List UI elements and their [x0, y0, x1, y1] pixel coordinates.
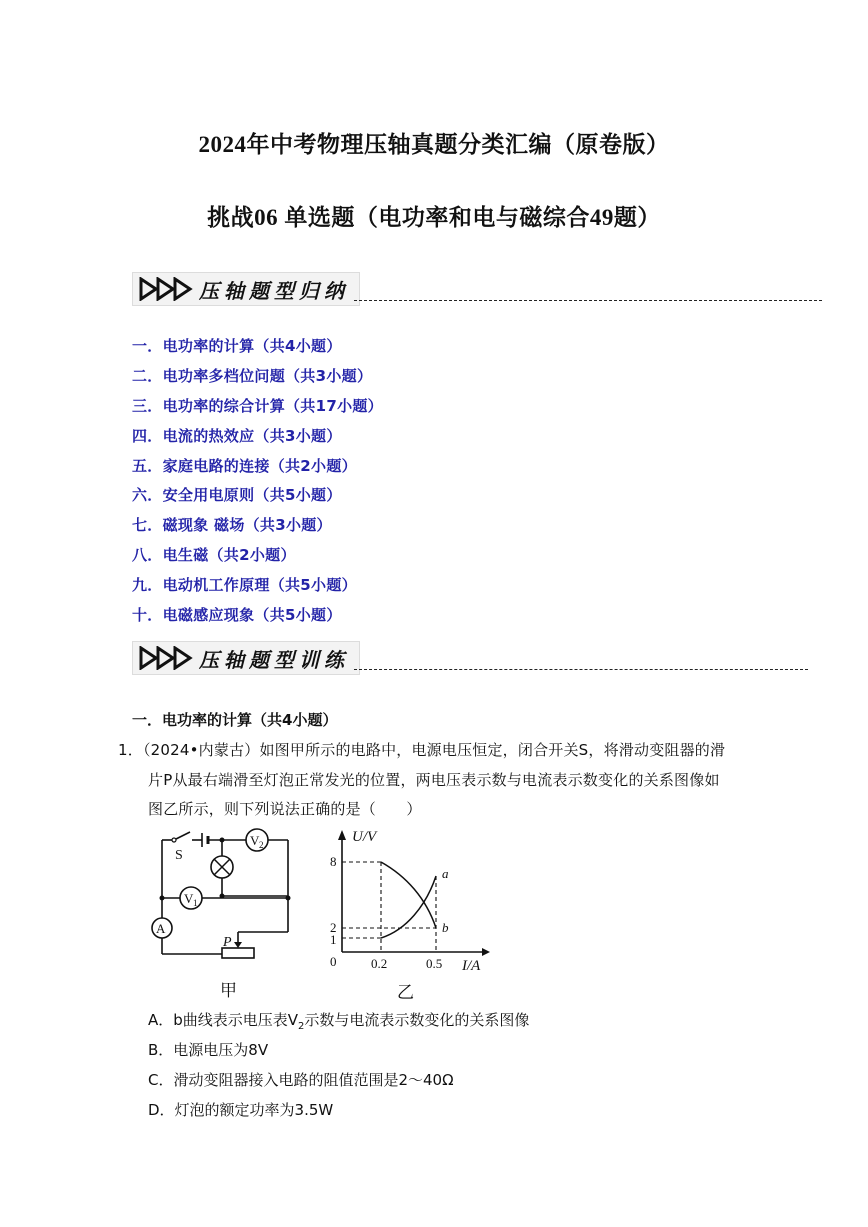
- circuit-caption: 甲: [220, 981, 237, 1001]
- toc-item[interactable]: 六．安全用电原则（共5小题）: [132, 486, 342, 504]
- toc-item[interactable]: 七．磁现象 磁场（共3小题）: [132, 516, 332, 534]
- uv-graph: [326, 826, 496, 976]
- slider-arrow-icon: [234, 942, 242, 948]
- ammeter-icon: [152, 918, 172, 938]
- document-subtitle: 挑战06 单选题（电功率和电与磁综合49题）: [207, 205, 661, 230]
- summary-banner-box: [132, 272, 360, 306]
- toc-item[interactable]: 三．电功率的综合计算（共17小题）: [132, 397, 383, 415]
- option-a-text-end: 示数与电流表示数变化的关系图像: [304, 1011, 530, 1029]
- x-axis-label: I/A: [462, 958, 481, 974]
- graph-caption: 乙: [397, 983, 414, 1003]
- v1-label: V: [184, 891, 194, 906]
- ammeter-label: A: [156, 921, 166, 936]
- lamp-icon: [211, 856, 233, 878]
- question-text-line: 片P从最右端滑至灯泡正常发光的位置，两电压表示数与电流表示数变化的关系图像如: [148, 771, 720, 789]
- switch-label: S: [175, 848, 183, 863]
- v2-label: V: [250, 833, 260, 848]
- v1-subscript: 1: [193, 898, 198, 908]
- y-axis-label: U/V: [352, 829, 377, 845]
- triple-triangle-icon: [139, 646, 193, 670]
- section-heading: 一．电功率的计算（共4小题）: [132, 711, 338, 729]
- option-c[interactable]: C．滑动变阻器接入电路的阻值范围是2～40Ω: [148, 1071, 454, 1089]
- voltmeter-v1-icon: [180, 887, 202, 909]
- option-a[interactable]: [148, 1009, 529, 1032]
- question-text-line: 图乙所示，则下列说法正确的是（ ）: [148, 800, 422, 818]
- circuit-diagram: [140, 826, 310, 971]
- banner-divider: [354, 300, 822, 301]
- x-tick-label: 0.5: [426, 956, 443, 971]
- y-tick-label: 1: [330, 932, 337, 947]
- banner-divider: [354, 669, 808, 670]
- question-text-line: 1．（2024•内蒙古）如图甲所示的电路中，电源电压恒定，闭合开关S，将滑动变阻器的滑: [118, 741, 726, 759]
- curve-a: [381, 876, 436, 938]
- y-axis-arrow-icon: [338, 830, 346, 840]
- toc-item[interactable]: 二．电功率多档位问题（共3小题）: [132, 367, 373, 385]
- toc-item[interactable]: 九．电动机工作原理（共5小题）: [132, 576, 357, 594]
- document-title: 2024年中考物理压轴真题分类汇编（原卷版）: [198, 132, 670, 157]
- v2-subscript: 2: [259, 840, 264, 850]
- option-a-text: A．b曲线表示电压表V: [148, 1011, 299, 1029]
- practice-banner: [132, 641, 808, 677]
- y-tick-label: 8: [330, 854, 337, 869]
- curve-b-label: b: [442, 920, 449, 935]
- option-d[interactable]: D．灯泡的额定功率为3.5W: [148, 1101, 334, 1119]
- slider-label: P: [223, 935, 232, 950]
- toc-item[interactable]: 八．电生磁（共2小题）: [132, 546, 296, 564]
- summary-banner: [132, 272, 822, 308]
- toc-item[interactable]: 一．电功率的计算（共4小题）: [132, 337, 342, 355]
- practice-banner-label: 压轴题型训练: [199, 647, 349, 672]
- y-tick-label: 2: [330, 920, 337, 935]
- toc-item[interactable]: 五．家庭电路的连接（共2小题）: [132, 457, 357, 475]
- triple-triangle-icon: [139, 277, 193, 301]
- x-axis-arrow-icon: [482, 948, 490, 956]
- option-b[interactable]: B．电源电压为8V: [148, 1041, 269, 1059]
- summary-banner-label: 压轴题型归纳: [199, 278, 349, 303]
- toc-item[interactable]: 四．电流的热效应（共3小题）: [132, 427, 342, 445]
- origin-label: 0: [330, 954, 337, 969]
- curve-a-label: a: [442, 866, 449, 881]
- toc-item[interactable]: 十．电磁感应现象（共5小题）: [132, 606, 342, 624]
- switch-blade: [174, 832, 190, 840]
- voltmeter-v2-icon: [246, 829, 268, 851]
- option-a-subscript: 2: [298, 1021, 305, 1032]
- practice-banner-box: [132, 641, 360, 675]
- x-tick-label: 0.2: [371, 956, 388, 971]
